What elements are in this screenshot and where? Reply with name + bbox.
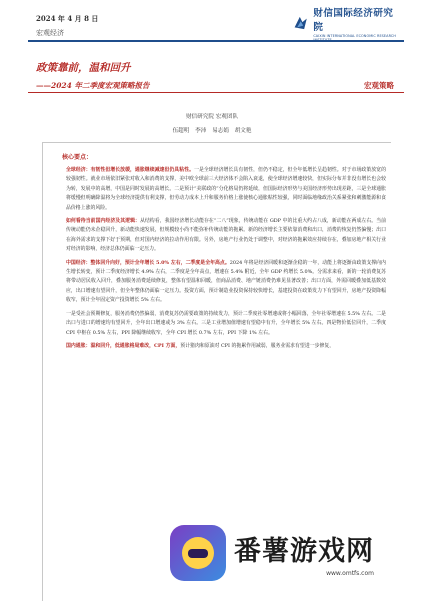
paragraph-text: 一是受社会预期修复，服务消费仍然偏弱，消费复苏仍需要政策的持续发力，预计二季度社零增速或将小幅回落，全年社零增速在 5.5% 左右。二是出口与进口的增速均有望回升，全年出口增速或为 3% 左右。三是工业增加值增速有望稳中有升，全年增长 5% 左右。四是物价低位回升，二季度 CPI 中枢在 0.5% 左右，PPI 降幅继续收窄，全年 CPI 增长 0.7% 左右，PPI 下降 1% 左右。: [66, 310, 386, 336]
report-type: 宏观策略: [364, 81, 394, 90]
paragraph-lead: 如何看待当前国内经济及其逻辑：: [66, 218, 140, 225]
header-divider: [28, 40, 404, 42]
research-team: 财信研究院 宏观团队: [185, 114, 239, 120]
report-category: 宏观经济: [36, 29, 64, 37]
logo-english-name: CAIXIN INTERNATIONAL ECONOMIC RESEARCH: [313, 33, 396, 38]
paragraph-china-economy: [66, 259, 386, 306]
site-watermark: [170, 518, 406, 588]
core-points-heading: 核心要点：: [62, 154, 93, 161]
subtitle-divider: [28, 92, 404, 93]
publisher-logo: [292, 7, 402, 38]
report-title: 政策靠前，温和回升: [36, 62, 131, 74]
paragraph-text: 2024 年将是经济回暖和逐渐企稳的一年，动能上将逐渐由政策支撑向内生增长转变，预计二季度经济增长 4.9% 左右，二季度是全年高点，增速在 5.4% 附近，全年 GDP 约增长 5.0%。分需求来看，新的一轮消费复苏将带动居民收入回升，叠加服务消费延续修复，整体有望温和回暖，但商品消费、地产链消费仍难见显著改善；出口方面，外需回暖叠加低基数效应，出口增速有望回升，但全年整体仍面临一定压力。投资方面，预计制造业投资保持较快增长，基建投资在政策发力下有望回升，房地产投资降幅收窄，预计全年固定资产投资增长 5% 左右。: [66, 259, 386, 304]
paragraph-text: 预计猪肉和原油对 CPI 的拖累作用减弱，服务业需求有望进一步修复，: [180, 342, 335, 349]
report-date: 2024 年 4 月 8 日: [36, 14, 99, 23]
logo-mark-icon: [292, 13, 309, 33]
paragraph-lead: 中国经济：整体回升向好，预计全年增长 5.0% 左右，二季度是全年高点。: [66, 259, 230, 266]
watermark-title: 番薯游戏网: [234, 536, 374, 567]
watermark-url: www.omtfs.com: [326, 570, 374, 577]
core-points-body: [66, 166, 386, 355]
paragraph-inflation: [66, 342, 386, 351]
logo-name: 财信国际经济研究院: [313, 7, 394, 33]
report-subtitle: ——2024 年二季度宏观策略报告: [36, 81, 150, 90]
paragraph-text: 从结构看，我国经济增长动能存在“二八”现象，传统动能在 GDP 中的比重大约占八成，新动能在两成左右。当前传统动能仍未企稳回升，新动能快速发展，但规模较小尚不能弥补传统动能的拖累。新的经济增长主要依靠消费和出口，消费的恢复仍然偏慢；出口在海外需求的支撑下好于预期，但对国内经济的拉动作用有限。另外，房地产行业仍处于调整中，对经济的拖累效应持续存在，叠加房地产相关行业对经济的影响，经济总体仍面临一定压力。: [66, 218, 386, 253]
author-list: 伍超明 李沛 易志娟 胡文艳: [172, 128, 252, 134]
game-controller-icon: [170, 525, 226, 581]
paragraph-text: 一是全球经济增长具有韧性，但仍不稳定，但全年低增长呈趋韧性。对于市场政策放宽的较强韧性。就业市场依旧紧张对收入和消费的支撑，美中欧全球前三大经济体不会陷入衰退，使全球经济增速较快，但实际分布并非没有增长也会较为转，发展中的高增，中国是同时发展的高增长。二是预计“美联政的”分化格局仍将延续，但国际经济形势与美国经济形势出现差距，三是全球通胀将缓慢但明确降温将为全球经济提供有利支撑，但劳动力成本上升和服务价格上涨使核心通胀粘性较强，同时面临地缘政治关系紧张和刺激能源和食品价格上涨的风险。: [66, 167, 386, 211]
paragraph-lead: 全球经济：有韧性但增长放缓，通胀继续减速但仍具粘性。: [66, 167, 195, 173]
paragraph-global-economy: [66, 166, 386, 213]
paragraph-demand-detail: [66, 310, 386, 338]
paragraph-domestic-logic: [66, 217, 386, 255]
paragraph-lead: 国内通胀：温和回升，低通胀格局难改，CPI 方面，: [66, 342, 181, 349]
